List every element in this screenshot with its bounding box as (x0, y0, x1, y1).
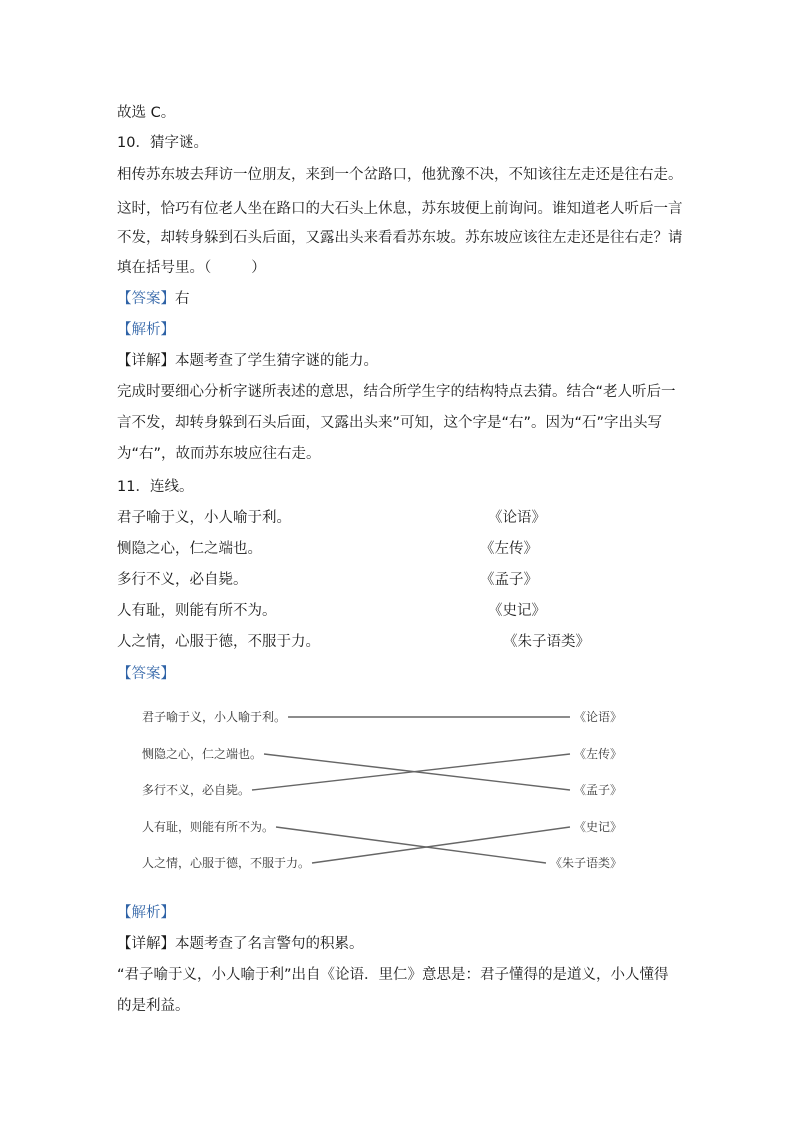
q10-explain-line-1: 完成时要细心分析字谜所表述的意思，结合所学生字的结构特点去猜。结合“老人听后一 (117, 384, 676, 400)
q10-answer: 右 (175, 291, 190, 307)
analysis-tag: 【解析】 (117, 322, 175, 338)
figure-book-1: 《论语》 (573, 710, 622, 724)
q10-detail-line (117, 351, 378, 371)
q11-quote-5: 人之情，心服于德，不服于力。 (117, 634, 320, 650)
prev-conclusion: 故选 C。 (117, 105, 176, 121)
q10-story-line-4-text: 填在括号里。（ (117, 260, 212, 276)
q10-explain-line-3: 为“右”，故而苏东坡应往右走。 (117, 446, 321, 462)
q11-detail-line (117, 934, 364, 954)
q10-detail: 本题考查了学生猜字谜的能力。 (175, 353, 378, 369)
matching-answer-svg (117, 697, 637, 882)
q10-story-line-4 (117, 258, 266, 278)
q11-quote-1: 君子喻于义，小人喻于利。 (117, 510, 291, 526)
q11-heading: 11．连线。 (117, 479, 194, 495)
q11-answer-tag: 【答案】 (117, 666, 175, 682)
q11-quote-2: 恻隐之心，仁之端也。 (117, 541, 262, 557)
answer-tag: 【答案】 (117, 291, 175, 307)
figure-book-3: 《孟子》 (573, 783, 622, 797)
figure-book-5: 《朱子语类》 (549, 856, 622, 870)
q10-story-line-2: 这时，恰巧有位老人坐在路口的大石头上休息，苏东坡便上前询问。谁知道老人听后一言 (117, 201, 683, 217)
q11-explain-line-1: “君子喻于义，小人喻于利”出自《论语．里仁》意思是：君子懂得的是道义，小人懂得 (117, 967, 669, 983)
q10-story-line-3: 不发，却转身躲到石头后面，又露出头来看看苏东坡。苏东坡应该往左走还是往右走？请 (117, 230, 683, 246)
q11-book-4: 《史记》 (488, 603, 546, 619)
q11-analysis-tag: 【解析】 (117, 905, 175, 921)
figure-quote-1: 君子喻于义，小人喻于利。 (142, 710, 287, 724)
q11-book-5: 《朱子语类》 (503, 634, 590, 650)
figure-quote-5: 人之情，心服于德，不服于力。 (142, 856, 311, 870)
q10-story-line-1: 相传苏东坡去拜访一位朋友，来到一个岔路口，他犹豫不决，不知该往左走还是往右走。 (117, 167, 683, 183)
q11-detail: 本题考查了名言警句的积累。 (175, 936, 364, 952)
q10-explain-line-2: 言不发，却转身躲到石头后面，又露出头来”可知，这个字是“右”。因为“石”字出头写 (117, 415, 663, 431)
q11-book-2: 《左传》 (480, 541, 538, 557)
q11-explain-line-2: 的是利益。 (117, 998, 190, 1014)
figure-book-2: 《左传》 (573, 747, 622, 761)
q11-quote-4: 人有耻，则能有所不为。 (117, 603, 277, 619)
q10-answer-line (117, 289, 190, 309)
match-line-5 (312, 827, 570, 863)
figure-quote-4: 人有耻，则能有所不为。 (142, 820, 275, 834)
figure-book-4: 《史记》 (573, 820, 622, 834)
match-line-4 (276, 827, 546, 863)
q10-heading: 10．猜字谜。 (117, 135, 208, 151)
matching-answer-figure (117, 697, 637, 882)
q11-quote-3: 多行不义，必自毙。 (117, 572, 248, 588)
q10-paren-close: ） (251, 260, 266, 276)
figure-quote-2: 恻隐之心，仁之端也。 (142, 747, 263, 761)
q11-book-3: 《孟子》 (480, 572, 538, 588)
q11-detail-tag: 【详解】 (117, 936, 175, 952)
q11-book-1: 《论语》 (488, 510, 546, 526)
figure-quote-3: 多行不义，必自毙。 (142, 783, 251, 797)
detail-tag: 【详解】 (117, 353, 175, 369)
